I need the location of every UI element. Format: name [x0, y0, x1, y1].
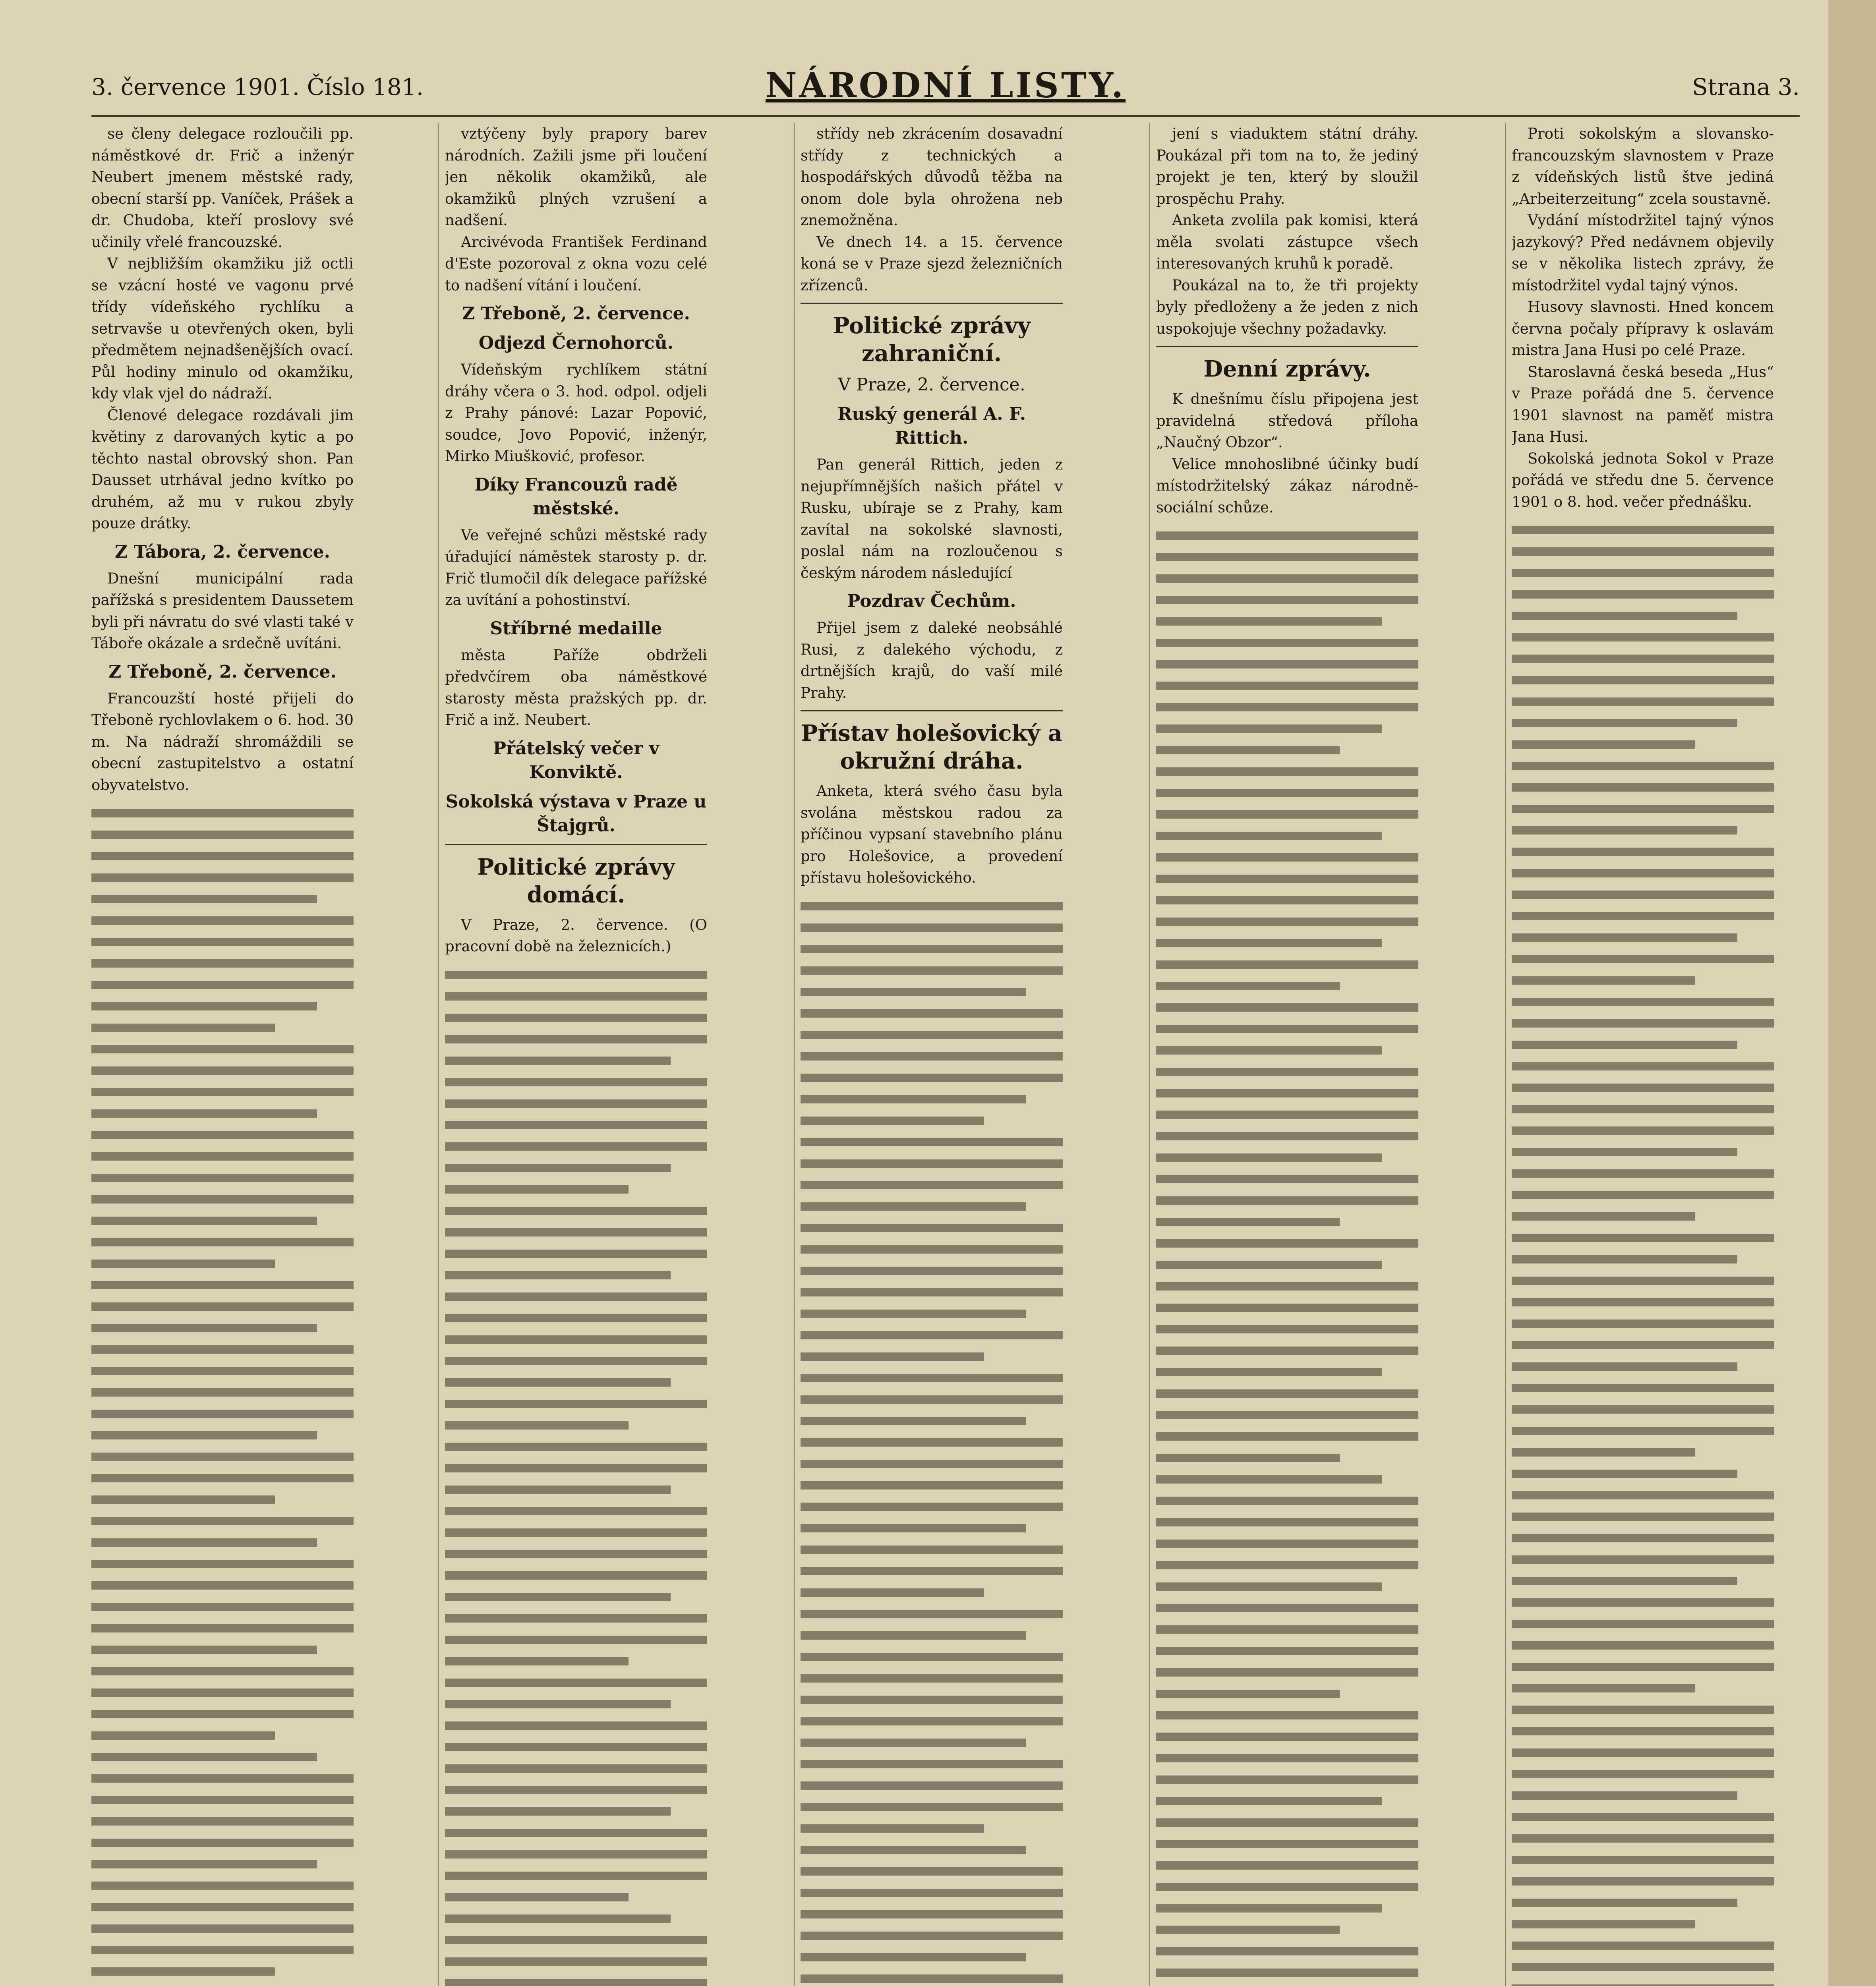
- section-heading: Sokolská výstava v Praze u Štajgrů.: [445, 791, 707, 836]
- column-1: [91, 123, 354, 1986]
- salutation: Pozdrav Čechům.: [847, 591, 1016, 611]
- column-divider: [1149, 123, 1150, 1986]
- divider: [1156, 346, 1418, 347]
- article-text: jení s viaduktem státní dráhy. Poukázal při tom na to, že jediný projekt je ten, který by sloužil prospěchu Prahy.: [1156, 125, 1418, 207]
- article-text: Staroslavná česká beseda „Hus“ v Praze pořádá dne 5. července 1901 slavnost na paměť mistra Jana Husi.: [1512, 363, 1774, 445]
- page-number: Strana 3.: [1692, 73, 1800, 100]
- column-2: [445, 123, 707, 1986]
- section-heading: Odjezd Černohorců.: [478, 333, 674, 353]
- article-text: V nejbližším okamžiku již octli se vzácní hosté ve vagonu prvé třídy vídeňského rychlíku a setrvavše u otevřených oken, byli předmětem nejnadšenějších ovací. Půl hodiny minulo od okamžiku, kdy vlak vjel do nádraží.: [91, 255, 354, 402]
- article-text: Vydání místodržitel tajný výnos jazykový? Před nedávnem objevily se v několika listech zprávy, že místodržitel vydal tajný výnos.: [1512, 212, 1774, 294]
- article-text: K dnešnímu číslu připojena jest pravidelná středová příloha „Naučný Obzor“.: [1156, 390, 1418, 451]
- section-heading: Díky Francouzů radě městské.: [474, 474, 678, 519]
- article-text: Poukázal na to, že tři projekty byly předloženy a že jeden z nich uspokojuje všechny požadavky.: [1156, 276, 1418, 337]
- column-4: [1156, 123, 1418, 1986]
- article-text: Dnešní municipální rada pařížská s presidentem Daussetem byli při návratu do své vlasti také v Táboře okázale a srdečně uvítáni.: [91, 570, 354, 652]
- issue-date: 3. července 1901. Číslo 181.: [91, 73, 424, 100]
- article-text: města Paříže obdrželi předvčírem oba náměstkové starosty města pražských pp. dr. Frič a inž. Neubert.: [445, 646, 707, 728]
- section-heading: Přátelský večer v Konviktě.: [493, 738, 660, 782]
- article-text: V Praze, 2. července. (O pracovní době na železnicích.): [445, 916, 707, 955]
- article-text: Arcivévoda František Ferdinand d'Este pozoroval z okna vozu celé to nadšení vítání i loučení.: [445, 233, 707, 294]
- article-text: Vídeňským rychlíkem státní dráhy včera o 3. hod. odpol. odjeli z Prahy pánové: Lazar Popović, soudce, Jovo Popović, inženýr, Mirko Miušković, profesor.: [445, 361, 707, 465]
- article-text: Proti sokolským a slovansko-francouzským slavnostem v Praze z vídeňských listů štve jediná „Arbeiterzeitung“ zcela soustavně.: [1512, 125, 1774, 207]
- article-text: vztýčeny byly prapory barev národních. Zažili jsme při loučení jen několik okamžiků, ale okamžiků plných vzrušení a nadšení.: [445, 125, 707, 229]
- article-text: Anketa zvolila pak komisi, která měla svolati zástupce všech interesovaných kruhů k poradě.: [1156, 212, 1418, 272]
- article-text: Pan generál Rittich, jeden z nejupřímnějších našich přátel v Rusku, ubíraje se z Prahy, kam zavítal na sokolské slavnosti, poslal nám na rozloučenou s českým národem následující: [801, 456, 1063, 582]
- article-text: Francouzští hosté přijeli do Třeboně rychlovlakem o 6. hod. 30 m. Na nádraží shromáždili se obecní zastupitelstvo a ostatní obyvatelstvo.: [91, 690, 354, 794]
- masthead-rule: [91, 115, 1800, 117]
- article-text: Sokolská jednota Sokol v Praze pořádá ve středu dne 5. července 1901 o 8. hod. večer přednášku.: [1512, 450, 1774, 510]
- article-text: Ve dnech 14. a 15. července koná se v Praze sjezd železničních zřízenců.: [801, 233, 1063, 294]
- section-title: Politické zprávy domácí.: [477, 854, 675, 908]
- column-divider: [1505, 123, 1506, 1986]
- section-heading: Z Třeboně, 2. července.: [462, 303, 690, 324]
- divider: [445, 844, 707, 845]
- article-text: Velice mnohoslibné účinky budí místodržitelský zákaz národně-sociální schůze.: [1156, 455, 1418, 516]
- section-heading: Z Tábora, 2. července.: [115, 541, 330, 562]
- dateline: V Praze, 2. července.: [838, 375, 1025, 395]
- divider: [801, 303, 1063, 304]
- section-heading: Stříbrné medaille: [490, 618, 662, 639]
- divider: [801, 710, 1063, 711]
- binding-edge: [1828, 0, 1876, 1986]
- illegible-text-lines: [801, 902, 1063, 1986]
- article-text: Ve veřejné schůzi městské rady úřadující náměstek starosty p. dr. Frič tlumočil dík delegace pařížské za uvítání a pohostinství.: [445, 526, 707, 609]
- newspaper-title: NÁRODNÍ LISTY.: [765, 66, 1126, 106]
- article-text: Členové delegace rozdávali jim květiny z darovaných kytic a po těchto nastal obrovský shon. Pan Dausset utrhával jedno kvítko po druhém, až mu v rukou zbyly pouze drátky.: [91, 406, 354, 532]
- section-heading: Z Třeboně, 2. července.: [108, 661, 337, 682]
- masthead: [91, 66, 1800, 113]
- article-text: Husovy slavnosti. Hned koncem června počaly přípravy k oslavám mistra Jana Husi po celé Praze.: [1512, 298, 1774, 359]
- column-3: [801, 123, 1063, 1986]
- article-text: Anketa, která svého času byla svolána městskou radou za příčinou vypsaní stavebního plánu pro Holešovice, a provedení přístavu holešovického.: [801, 782, 1063, 886]
- section-title: Denní zprávy.: [1203, 356, 1371, 382]
- illegible-text-lines: [1512, 526, 1774, 1986]
- article-text: Přijel jsem z daleké neobsáhlé Rusi, z dalekého východu, z drtnějších krajů, do vaší milé Prahy.: [801, 619, 1063, 701]
- section-title: Politické zprávy zahraniční.: [833, 313, 1031, 367]
- column-5: [1512, 123, 1774, 1986]
- article-text: střídy neb zkrácením dosavadní střídy z technických a hospodářských důvodů těžba na onom dole byla ohrožena neb znemožněna.: [801, 125, 1063, 229]
- article-text: se členy delegace rozloučili pp. náměstkové dr. Frič a inženýr Neubert jmenem městské rady, obecní starší pp. Vaníček, Prášek a dr. Chudoba, kteří proslovy své učinily vřelé francouzské.: [91, 125, 354, 251]
- illegible-text-lines: [445, 971, 707, 1986]
- illegible-text-lines: [91, 809, 354, 1986]
- column-divider: [438, 123, 439, 1986]
- article-heading: Ruský generál A. F. Rittich.: [837, 404, 1026, 448]
- illegible-text-lines: [1156, 531, 1418, 1986]
- section-title: Přístav holešovický a okružní dráha.: [801, 720, 1062, 774]
- column-divider: [794, 123, 795, 1986]
